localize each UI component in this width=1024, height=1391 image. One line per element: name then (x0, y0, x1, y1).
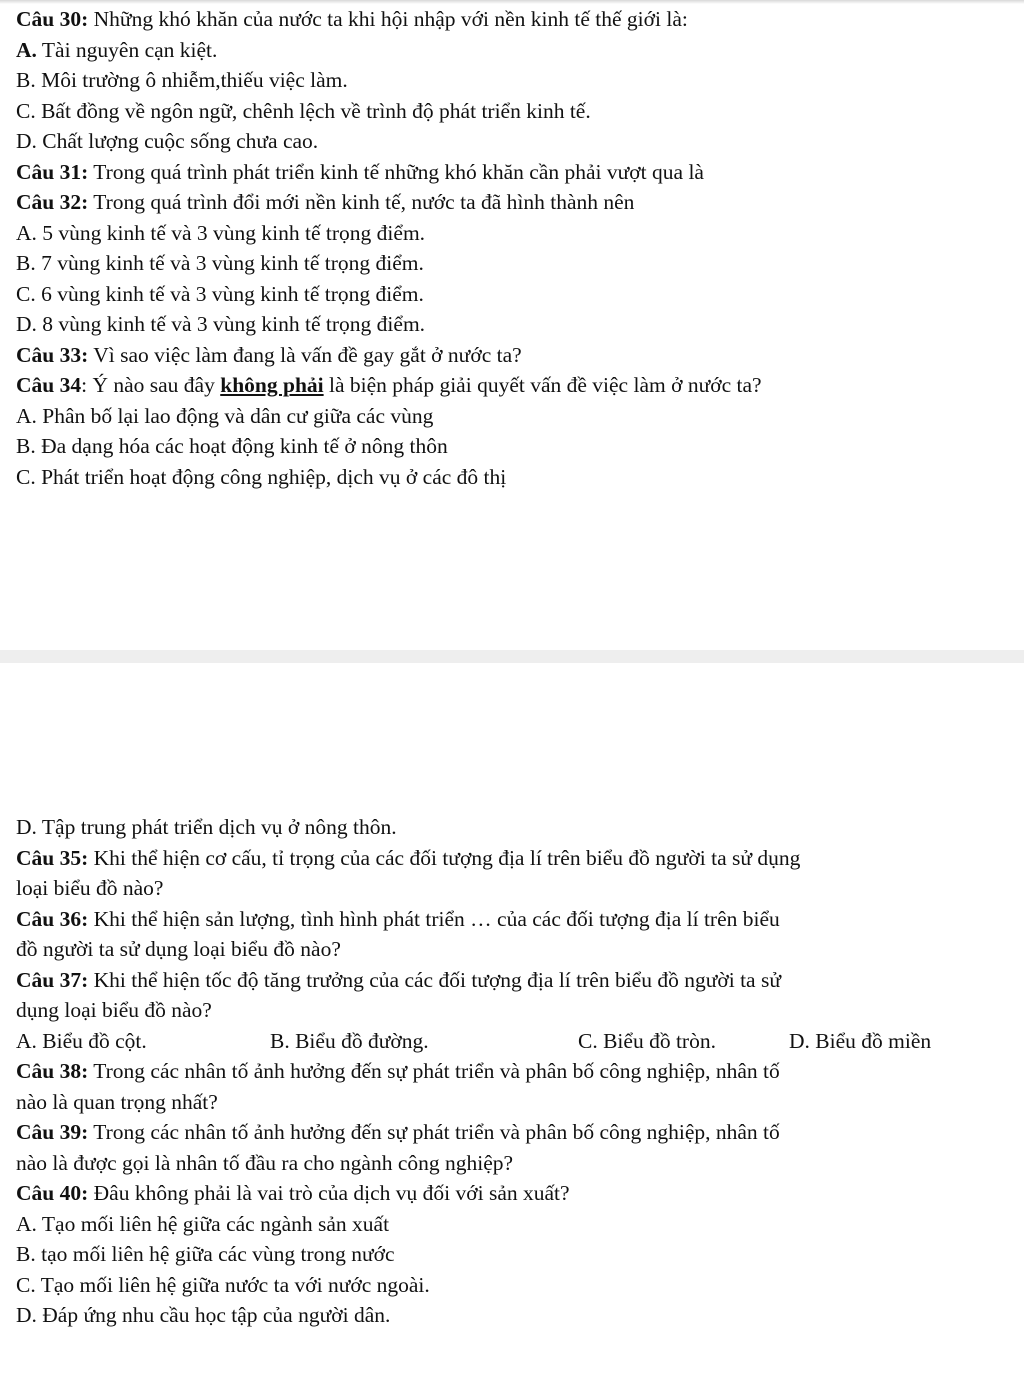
question-label: Câu 36: (16, 906, 89, 931)
q32-option-c: C. 6 vùng kinh tế và 3 vùng kinh tế trọng điểm. (16, 281, 424, 306)
blank-gap (0, 663, 1024, 808)
question-label: Câu 37: (16, 967, 89, 992)
q30-option-d: D. Chất lượng cuộc sống chưa cao. (16, 129, 319, 153)
question-label: Câu 38: (16, 1059, 89, 1083)
question-34 (16, 370, 1006, 401)
q37-option-a: A. Biểu đồ cột. (16, 1028, 147, 1053)
question-label: Câu 32: (16, 190, 89, 214)
question-text-after: là biện pháp giải quyết vấn đề việc làm ở nước ta? (323, 373, 762, 397)
q32-option-d: D. 8 vùng kinh tế và 3 vùng kinh tế trọng điểm. (16, 312, 426, 336)
question-label: Câu 31: (16, 159, 89, 184)
lower-text-block (16, 812, 1006, 1331)
question-text: Khi thể hiện sản lượng, tình hình phát triển … của các đối tượng địa lí trên biểu (88, 906, 780, 931)
q30-option-a (16, 35, 1006, 66)
question-32 (16, 187, 1006, 218)
question-text: Trong quá trình đổi mới nền kinh tế, nước ta đã hình thành nên (88, 190, 635, 214)
q34-option-a: A. Phân bố lại lao động và dân cư giữa các vùng (16, 403, 434, 428)
question-label: Câu 34 (16, 373, 82, 397)
question-text: Đâu không phải là vai trò của dịch vụ đối với sản xuất? (88, 1181, 570, 1205)
q30-option-b: B. Môi trường ô nhiễm,thiếu việc làm. (16, 68, 348, 92)
question-39 (16, 1117, 1006, 1148)
upper-text-block (16, 4, 1006, 492)
q40-option-a: A. Tạo mối liên hệ giữa các ngành sản xuất (16, 1211, 390, 1236)
q37-option-d: D. Biểu đồ miền (789, 1028, 932, 1053)
option-text: Tài nguyên cạn kiệt. (36, 37, 218, 62)
question-38 (16, 1056, 1006, 1087)
q34-option-b: B. Đa dạng hóa các hoạt động kinh tế ở nông thôn (16, 434, 448, 458)
question-37-cont: dụng loại biểu đồ nào? (16, 998, 212, 1022)
q32-option-b: B. 7 vùng kinh tế và 3 vùng kinh tế trọng điểm. (16, 251, 424, 275)
q34-option-d: D. Tập trung phát triển dịch vụ ở nông thôn. (16, 815, 397, 839)
question-36 (16, 904, 1006, 935)
question-text: Khi thể hiện tốc độ tăng trưởng của các đối tượng địa lí trên biểu đồ người ta sử (88, 967, 781, 992)
q40-option-c: C. Tạo mối liên hệ giữa nước ta với nước ngoài. (16, 1272, 430, 1297)
q37-option-b: B. Biểu đồ đường. (270, 1028, 429, 1053)
question-39-cont: nào là được gọi là nhân tố đầu ra cho ngành công nghiệp? (16, 1150, 514, 1175)
question-text: Trong quá trình phát triển kinh tế những khó khăn cần phải vượt qua là (88, 159, 704, 184)
question-label: Câu 30: (16, 7, 89, 31)
question-35 (16, 843, 1006, 874)
q34-option-c: C. Phát triển hoạt động công nghiệp, dịch vụ ở các đô thị (16, 464, 507, 489)
question-text: Những khó khăn của nước ta khi hội nhập với nền kinh tế thế giới là: (88, 7, 688, 31)
question-37 (16, 965, 1006, 996)
question-label: Câu 35: (16, 845, 89, 870)
question-40 (16, 1178, 1006, 1209)
question-text: Vì sao việc làm đang là vấn đề gay gắt ở nước ta? (88, 342, 522, 367)
question-36-cont: đồ người ta sử dụng loại biểu đồ nào? (16, 937, 341, 961)
question-text: Khi thể hiện cơ cấu, tỉ trọng của các đối tượng địa lí trên biểu đồ người ta sử dụng (88, 845, 801, 870)
question-label: Câu 39: (16, 1120, 89, 1144)
emphasis-underlined: không phải (220, 373, 324, 397)
q40-option-b: B. tạo mối liên hệ giữa các vùng trong nước (16, 1242, 395, 1266)
question-38-cont: nào là quan trọng nhất? (16, 1089, 218, 1114)
q30-option-c: C. Bất đồng về ngôn ngữ, chênh lệch về trình độ phát triển kinh tế. (16, 98, 591, 123)
question-text: Trong các nhân tố ảnh hưởng đến sự phát triển và phân bố công nghiệp, nhân tố (88, 1059, 780, 1083)
question-31 (16, 157, 1006, 188)
page-divider (0, 650, 1024, 663)
question-label: Câu 40: (16, 1181, 89, 1205)
option-label: A. (16, 37, 37, 62)
q37-options (16, 1026, 1006, 1057)
question-text-before: : Ý nào sau đây (81, 373, 221, 397)
q37-option-c: C. Biểu đồ tròn. (578, 1028, 716, 1053)
q40-option-d: D. Đáp ứng nhu cầu học tập của người dân. (16, 1303, 391, 1327)
question-33 (16, 340, 1006, 371)
question-label: Câu 33: (16, 342, 89, 367)
question-30 (16, 4, 1006, 35)
question-35-cont: loại biểu đồ nào? (16, 876, 164, 900)
q32-option-a: A. 5 vùng kinh tế và 3 vùng kinh tế trọng điểm. (16, 220, 426, 245)
question-text: Trong các nhân tố ảnh hưởng đến sự phát triển và phân bố công nghiệp, nhân tố (88, 1120, 780, 1144)
